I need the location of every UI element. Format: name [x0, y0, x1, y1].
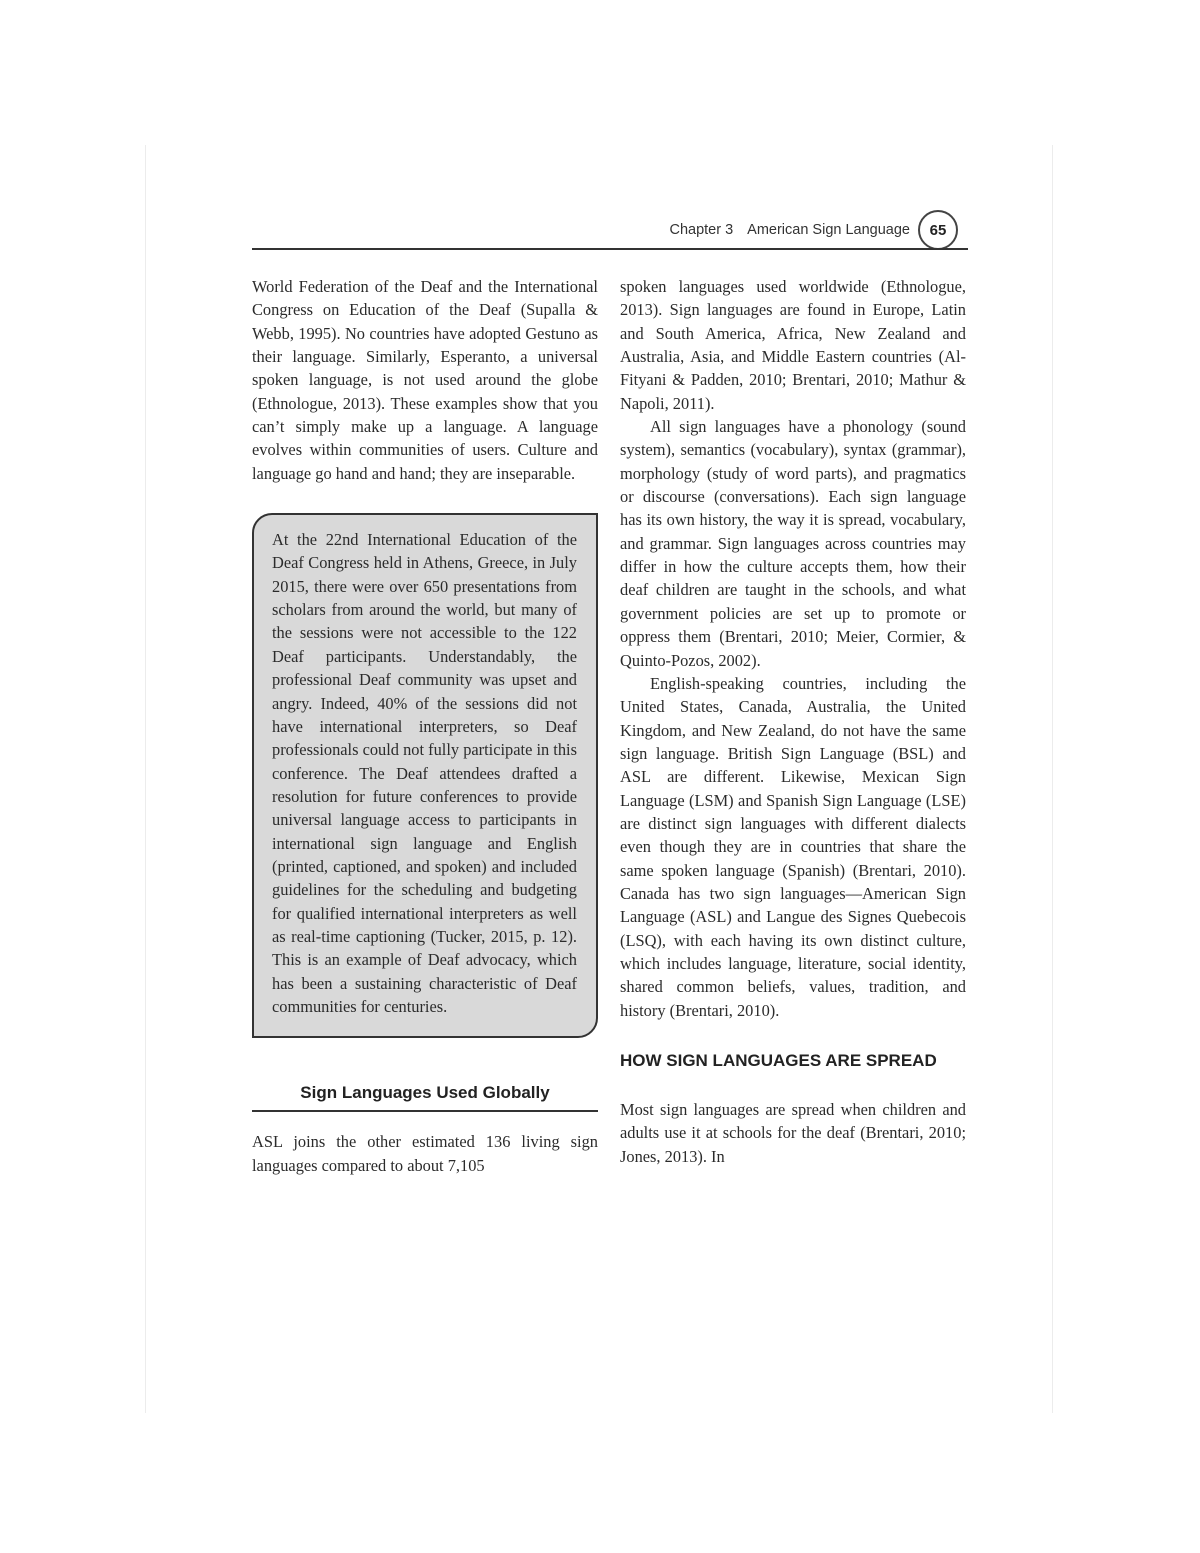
callout-text: At the 22nd International Education of the Deaf Congress held in Athens, Greece, in July 2015, there were over 650 presentations from scholars from around the world, but many of the sessions were not accessible to the 122 Deaf participants. Understandably, the professional Deaf community was upset and angry. Indeed, 40% of the sessions did not have international interpreters, so Deaf professionals could not fully participate in this conference. The Deaf attendees drafted a resolution for future conferences to provide universal language access to participants in international sign language and English (printed, captioned, and spoken) and included guidelines for the scheduling and budgeting for qualified international interpreters as well as real-time captioning (Tucker, 2015, p. 12). This is an example of Deaf advocacy, which has been a sustaining characteristic of Deaf communities for centuries. — [272, 530, 577, 1016]
left-column — [252, 275, 598, 1177]
page-number: 65 — [918, 210, 958, 250]
left-paragraph-1: World Federation of the Deaf and the International Congress on Education of the Deaf (Supalla & Webb, 1995). No countries have adopted Gestuno as their language. Similarly, Esperanto, a universal spoken language, is not used around the globe (Ethnologue, 2013). These examples show that you can’t simply make up a language. A language evolves within communities of users. Culture and language go hand and hand; they are inseparable. — [252, 277, 598, 483]
running-head-text — [669, 222, 910, 238]
header-rule — [252, 248, 968, 250]
section-heading-sign-languages-used-globally: Sign Languages Used Globally — [252, 1082, 598, 1112]
right-paragraph-4: Most sign languages are spread when children and adults use it at schools for the deaf (Brentari, 2010; Jones, 2013). In — [620, 1100, 966, 1166]
right-paragraph-3: English-speaking countries, including the United States, Canada, Australia, the United Kingdom, and New Zealand, do not have the same sign language. British Sign Language (BSL) and ASL are different. Likewise, Mexican Sign Language (LSM) and Spanish Sign Language (LSE) are distinct sign languages with different dialects even though they are in countries that share the same spoken language (Spanish) (Brentari, 2010). Canada has two sign languages—American Sign Language (ASL) and Langue des Signes Quebecois (LSQ), with each having its own distinct culture, which includes language, literature, social identity, shared common beliefs, values, tradition, and history (Brentari, 2010). — [620, 673, 966, 1020]
right-paragraph-1: spoken languages used worldwide (Ethnologue, 2013). Sign languages are found in Europe, Latin and South America, Africa, New Zealand and Australia, Asia, and Middle Eastern countries (Al-Fityani & Padden, 2010; Brentari, 2010; Mathur & Napoli, 2011). — [620, 277, 966, 413]
page-edge-right — [1052, 145, 1053, 1413]
left-paragraph-2: ASL joins the other estimated 136 living sign languages compared to about 7,105 — [252, 1132, 598, 1175]
right-column — [620, 275, 966, 1168]
section-heading-how-sign-languages-are-spread: HOW SIGN LANGUAGES ARE SPREAD — [620, 1051, 937, 1070]
page-edge-left — [145, 145, 146, 1413]
right-paragraph-2: All sign languages have a phonology (sound system), semantics (vocabulary), syntax (grammar), morphology (study of word parts), and pragmatics or discourse (conversations). Each sign language has its own history, the way it is spread, vocabulary, and grammar. Sign languages across countries may differ in how the culture accepts them, how their deaf children are taught in the schools, and what government policies are set up to promote or oppress them (Brentari, 2010; Meier, Cormier, & Quinto-Pozos, 2002). — [620, 417, 966, 670]
chapter-label: Chapter 3 — [669, 222, 734, 238]
sidebar-callout-box — [252, 513, 598, 1038]
chapter-title: American Sign Language — [747, 222, 910, 238]
running-head — [252, 210, 968, 250]
